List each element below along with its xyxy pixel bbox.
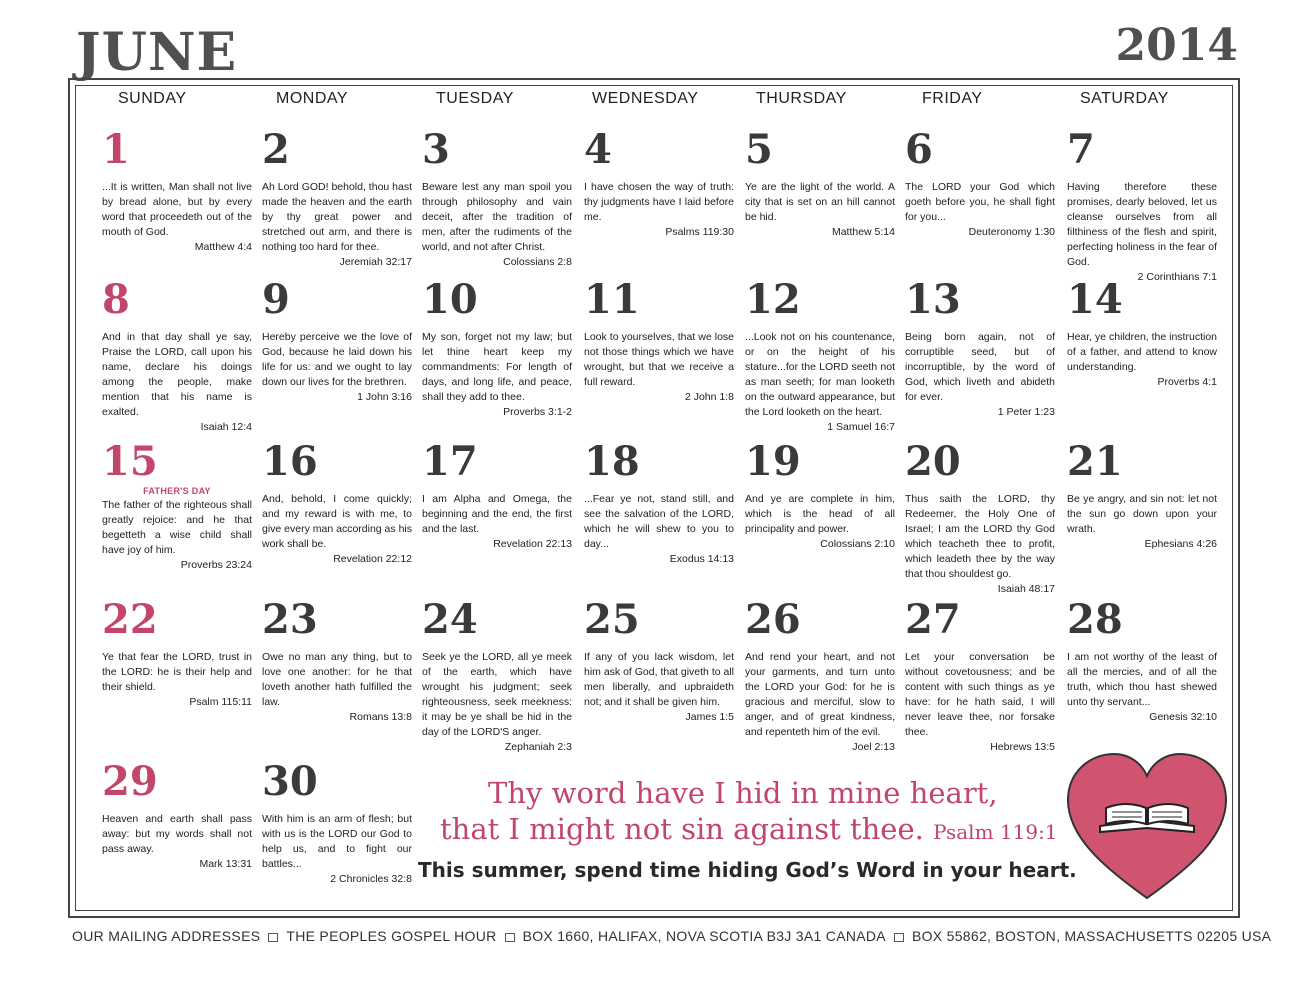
verse-text: Let your conversation be without covetousness; and be content with such things as ye have: for he hath said, I will never leave thee, nor forsake thee. bbox=[905, 651, 1055, 738]
verse-text: The father of the righteous shall greatly rejoice: and he that begetteth a wise child shall have joy of him. bbox=[102, 499, 252, 556]
verse-text: If any of you lack wisdom, let him ask of God, that giveth to all men liberally, and upbraideth not; and it shall be given him. bbox=[584, 651, 734, 708]
day-number: 11 bbox=[584, 276, 640, 323]
day-cell-20 bbox=[905, 440, 1055, 597]
day-number: 2 bbox=[262, 126, 290, 173]
day-cell-17 bbox=[422, 440, 572, 552]
verse-reference: Isaiah 12:4 bbox=[200, 421, 252, 433]
verse-text: With him is an arm of flesh; but with us is the LORD our God to help us, and to fight our battles... bbox=[262, 813, 412, 870]
verse-text: Ah Lord GOD! behold, thou hast made the heaven and the earth by thy great power and stretched out arm, and there is nothing too hard for thee. bbox=[262, 181, 413, 253]
month-title: JUNE bbox=[76, 22, 238, 83]
day-cell-1 bbox=[102, 128, 252, 255]
verse-reference: Exodus 14:13 bbox=[669, 553, 734, 565]
verse-text: Having therefore these promises, dearly beloved, let us cleanse ourselves from all filthiness of the flesh and spirit, perfecting holiness in the fear of God. bbox=[1067, 181, 1217, 268]
verse-text: I have chosen the way of truth: thy judgments have I laid before me. bbox=[584, 181, 734, 223]
day-cell-25 bbox=[584, 598, 734, 725]
day-cell-27 bbox=[905, 598, 1055, 755]
day-cell-14 bbox=[1067, 278, 1217, 390]
day-number: 7 bbox=[1067, 126, 1095, 173]
verse-text: And ye are complete in him, which is the head of all principality and power. bbox=[745, 493, 895, 535]
footer-address-canada: BOX 1660, HALIFAX, NOVA SCOTIA B3J 3A1 CANADA bbox=[522, 928, 886, 944]
weekday-header-sunday: SUNDAY bbox=[118, 90, 187, 107]
day-number: 19 bbox=[745, 438, 801, 485]
verse-reference: 1 John 3:16 bbox=[357, 391, 412, 403]
verse-reference: Ephesians 4:26 bbox=[1144, 538, 1217, 550]
verse-reference: Matthew 4:4 bbox=[194, 241, 252, 253]
day-cell-21 bbox=[1067, 440, 1217, 552]
day-number: 13 bbox=[905, 276, 961, 323]
verse-text: Beware lest any man spoil you through philosophy and vain deceit, after the tradition of men, after the rudiments of the world, and not after Christ. bbox=[422, 181, 572, 253]
verse-reference: Zephaniah 2:3 bbox=[504, 741, 572, 753]
verse-reference: 2 Chronicles 32:8 bbox=[330, 873, 412, 885]
verse-text: ...Fear ye not, stand still, and see the salvation of the LORD, which he will shew to you to day... bbox=[584, 493, 734, 550]
day-number: 5 bbox=[745, 126, 773, 173]
verse-text: Seek ye the LORD, all ye meek of the earth, which have wrought his judgment; seek righteousness, seek meekness: it may be ye shall be hid in the day of the LORD'S anger. bbox=[422, 651, 572, 738]
day-number: 29 bbox=[102, 758, 158, 805]
day-cell-24 bbox=[422, 598, 572, 755]
footer-address-usa: BOX 55862, BOSTON, MASSACHUSETTS 02205 USA bbox=[911, 928, 1272, 944]
day-number: 14 bbox=[1067, 276, 1123, 323]
day-number: 1 bbox=[102, 126, 130, 173]
verse-reference: Deuteronomy 1:30 bbox=[968, 226, 1055, 238]
day-number: 6 bbox=[905, 126, 933, 173]
envelope-icon bbox=[268, 933, 278, 942]
verse-reference: 2 Corinthians 7:1 bbox=[1137, 271, 1217, 283]
day-number: 27 bbox=[905, 596, 961, 643]
theme-verse-line-2-text: that I might not sin against thee. bbox=[440, 812, 924, 846]
mailing-footer bbox=[72, 928, 1271, 944]
day-cell-6 bbox=[905, 128, 1055, 240]
day-cell-7 bbox=[1067, 128, 1217, 285]
day-number: 20 bbox=[905, 438, 961, 485]
verse-reference: Jeremiah 32:17 bbox=[339, 256, 412, 268]
open-bible-icon bbox=[1100, 804, 1194, 832]
verse-reference: Hebrews 13:5 bbox=[990, 741, 1055, 753]
footer-org: THE PEOPLES GOSPEL HOUR bbox=[286, 928, 497, 944]
day-number: 15 bbox=[102, 438, 158, 485]
verse-text: And rend your heart, and not your garments, and turn unto the LORD your God: for he is gracious and merciful, slow to anger, and of great kindness, and repenteth him of the evil. bbox=[745, 651, 895, 738]
verse-reference: Romans 13:8 bbox=[349, 711, 412, 723]
weekday-header-thursday: THURSDAY bbox=[756, 90, 847, 107]
day-cell-11 bbox=[584, 278, 734, 405]
verse-text: And, behold, I come quickly; and my reward is with me, to give every man according as his work shall be. bbox=[262, 493, 412, 550]
weekday-header-wednesday: WEDNESDAY bbox=[592, 90, 699, 107]
day-cell-4 bbox=[584, 128, 734, 240]
verse-text: Being born again, not of corruptible seed, but of incorruptible, by the word of God, which liveth and abideth for ever. bbox=[905, 331, 1055, 403]
day-number: 26 bbox=[745, 596, 801, 643]
verse-reference: Mark 13:31 bbox=[199, 858, 252, 870]
day-number: 3 bbox=[422, 126, 450, 173]
holiday-label: FATHER'S DAY bbox=[143, 486, 211, 496]
year-title: 2014 bbox=[1115, 20, 1238, 71]
day-number: 10 bbox=[422, 276, 478, 323]
day-number: 4 bbox=[584, 126, 612, 173]
verse-reference: Revelation 22:12 bbox=[333, 553, 412, 565]
day-cell-15 bbox=[102, 440, 252, 573]
theme-verse-line-1: Thy word have I hid in mine heart, bbox=[488, 776, 998, 810]
verse-text: ...It is written, Man shall not live by bread alone, but by every word that proceedeth out of the mouth of God. bbox=[102, 181, 252, 238]
day-cell-26 bbox=[745, 598, 895, 755]
day-number: 23 bbox=[262, 596, 318, 643]
verse-text: Heaven and earth shall pass away: but my words shall not pass away. bbox=[102, 813, 252, 855]
verse-reference: Revelation 22:13 bbox=[493, 538, 572, 550]
day-cell-10 bbox=[422, 278, 572, 420]
weekday-header-saturday: SATURDAY bbox=[1080, 90, 1169, 107]
verse-reference: Proverbs 23:24 bbox=[180, 559, 252, 571]
day-number: 30 bbox=[262, 758, 318, 805]
verse-text: I am not worthy of the least of all the mercies, and of all the truth, which thou hast shewed unto thy servant... bbox=[1067, 651, 1217, 708]
verse-reference: Matthew 5:14 bbox=[831, 226, 895, 238]
day-cell-22 bbox=[102, 598, 252, 710]
footer-label: OUR MAILING ADDRESSES bbox=[72, 928, 261, 944]
verse-reference: 2 John 1:8 bbox=[684, 391, 734, 403]
envelope-icon bbox=[505, 933, 515, 942]
day-number: 22 bbox=[102, 596, 158, 643]
verse-reference: Joel 2:13 bbox=[852, 741, 895, 753]
day-cell-23 bbox=[262, 598, 412, 725]
day-number: 16 bbox=[262, 438, 318, 485]
theme-verse-reference: Psalm 119:1 bbox=[933, 820, 1058, 844]
day-cell-29 bbox=[102, 760, 252, 872]
verse-text: Be ye angry, and sin not: let not the sun go down upon your wrath. bbox=[1067, 493, 1217, 535]
day-cell-9 bbox=[262, 278, 412, 405]
day-cell-28 bbox=[1067, 598, 1217, 725]
verse-text: Owe no man any thing, but to love one another: for he that loveth another hath fulfilled the law. bbox=[262, 651, 412, 708]
verse-reference: Isaiah 48:17 bbox=[997, 583, 1055, 595]
day-number: 21 bbox=[1067, 438, 1123, 485]
verse-text: Ye are the light of the world. A city that is set on an hill cannot be hid. bbox=[745, 181, 895, 223]
day-number: 28 bbox=[1067, 596, 1123, 643]
verse-reference: 1 Peter 1:23 bbox=[997, 406, 1055, 418]
verse-reference: Psalm 115:11 bbox=[189, 696, 252, 708]
day-number: 8 bbox=[102, 276, 130, 323]
day-cell-13 bbox=[905, 278, 1055, 420]
day-cell-18 bbox=[584, 440, 734, 567]
day-cell-19 bbox=[745, 440, 895, 552]
verse-text: Hear, ye children, the instruction of a father, and attend to know understanding. bbox=[1067, 331, 1217, 373]
verse-reference: Proverbs 3:1-2 bbox=[503, 406, 572, 418]
verse-reference: Psalms 119:30 bbox=[665, 226, 734, 238]
verse-text: Hereby perceive we the love of God, because he laid down his life for us: and we ought to lay down our lives for the brethren. bbox=[262, 331, 412, 388]
day-number: 12 bbox=[745, 276, 801, 323]
heart-icon bbox=[1062, 748, 1232, 908]
theme-verse-line-2 bbox=[440, 812, 1058, 846]
day-cell-12 bbox=[745, 278, 895, 435]
day-cell-16 bbox=[262, 440, 412, 567]
weekday-header-monday: MONDAY bbox=[276, 90, 349, 107]
day-cell-30 bbox=[262, 760, 412, 887]
day-number: 17 bbox=[422, 438, 478, 485]
weekday-header-tuesday: TUESDAY bbox=[436, 90, 514, 107]
verse-text: Ye that fear the LORD, trust in the LORD: he is their help and their shield. bbox=[102, 651, 252, 693]
weekday-header-friday: FRIDAY bbox=[922, 90, 983, 107]
day-number: 24 bbox=[422, 596, 478, 643]
day-cell-3 bbox=[422, 128, 572, 270]
verse-text: And in that day shall ye say, Praise the LORD, call upon his name, declare his doings among the people, make mention that his name is exalted. bbox=[102, 331, 252, 418]
day-number: 9 bbox=[262, 276, 290, 323]
day-cell-5 bbox=[745, 128, 895, 240]
verse-reference: Colossians 2:10 bbox=[820, 538, 895, 550]
verse-text: I am Alpha and Omega, the beginning and the end, the first and the last. bbox=[422, 493, 572, 535]
day-number: 25 bbox=[584, 596, 640, 643]
verse-reference: James 1:5 bbox=[685, 711, 734, 723]
summer-tagline: This summer, spend time hiding God’s Word in your heart. bbox=[418, 858, 1077, 882]
verse-text: Thus saith the LORD, thy Redeemer, the Holy One of Israel; I am the LORD thy God which teacheth thee to profit, which leadeth thee by the way that thou shouldest go. bbox=[905, 493, 1055, 580]
verse-reference: 1 Samuel 16:7 bbox=[827, 421, 895, 433]
envelope-icon bbox=[894, 933, 904, 942]
verse-reference: Genesis 32:10 bbox=[1149, 711, 1217, 723]
verse-reference: Proverbs 4:1 bbox=[1157, 376, 1217, 388]
verse-text: Look to yourselves, that we lose not those things which we have wrought, but that we receive a full reward. bbox=[584, 331, 734, 388]
day-cell-2 bbox=[262, 128, 412, 270]
verse-reference: Colossians 2:8 bbox=[503, 256, 572, 268]
verse-text: My son, forget not my law; but let thine heart keep my commandments: For length of days, and long life, and peace, shall they add to thee. bbox=[422, 331, 572, 403]
day-cell-8 bbox=[102, 278, 252, 435]
verse-text: The LORD your God which goeth before you, he shall fight for you... bbox=[905, 181, 1055, 223]
verse-text: ...Look not on his countenance, or on the height of his stature...for the LORD seeth not as man seeth; for man looketh on the outward appearance, but the Lord looketh on the heart. bbox=[745, 331, 895, 418]
day-number: 18 bbox=[584, 438, 640, 485]
